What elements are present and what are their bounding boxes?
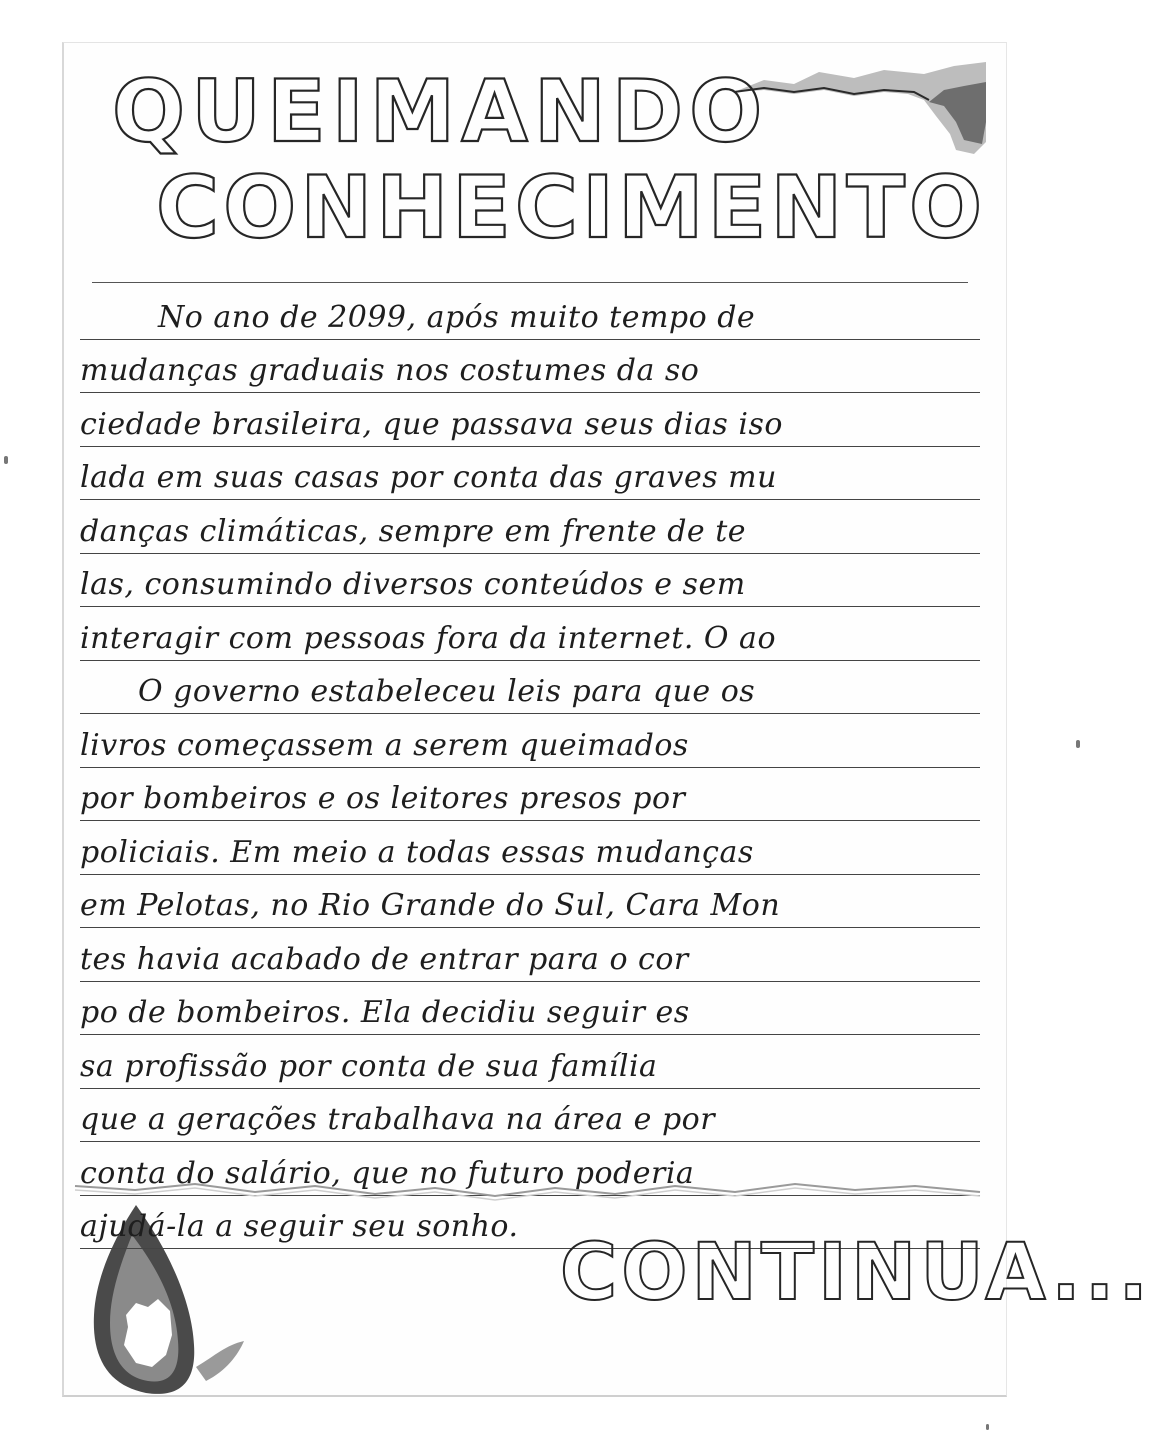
torn-paper-edge <box>75 1176 980 1206</box>
text-line: por bombeiros e os leitores presos por <box>80 768 980 822</box>
text-line: tes havia acabado de entrar para o cor <box>80 928 980 982</box>
text-line: sa profissão por conta de sua família <box>80 1035 980 1089</box>
text-line: las, consumindo diversos conteúdos e sem <box>80 554 980 608</box>
text-line: No ano de 2099, após muito tempo de <box>80 286 980 340</box>
text-line: O governo estabeleceu leis para que os <box>80 661 980 715</box>
text-line: conta do salário, que no futuro poderia <box>80 1142 980 1196</box>
text-line: mudanças graduais nos costumes da so <box>80 340 980 394</box>
scan-speck <box>4 456 8 464</box>
continua-label: CONTINUA... <box>560 1228 1152 1318</box>
text-line: ajudá-la a seguir seu sonho. <box>80 1196 980 1250</box>
handwritten-body <box>80 286 980 1249</box>
text-line: ciedade brasileira, que passava seus dias iso <box>80 393 980 447</box>
top-rule <box>92 282 968 283</box>
text-line: po de bombeiros. Ela decidiu seguir es <box>80 982 980 1036</box>
text-line: em Pelotas, no Rio Grande do Sul, Cara Mon <box>80 875 980 929</box>
scan-speck <box>1076 740 1080 748</box>
title-line-1: QUEIMANDO <box>112 62 769 162</box>
text-line: policiais. Em meio a todas essas mudanças <box>80 821 980 875</box>
scan-speck <box>986 1424 989 1430</box>
text-line: que a gerações trabalhava na área e por <box>80 1089 980 1143</box>
text-line: livros começassem a serem queimados <box>80 714 980 768</box>
text-line: danças climáticas, sempre em frente de te <box>80 500 980 554</box>
text-line: lada em suas casas por conta das graves mu <box>80 447 980 501</box>
text-line: interagir com pessoas fora da internet. O ao <box>80 607 980 661</box>
title-line-2: CONHECIMENTO <box>156 158 987 258</box>
